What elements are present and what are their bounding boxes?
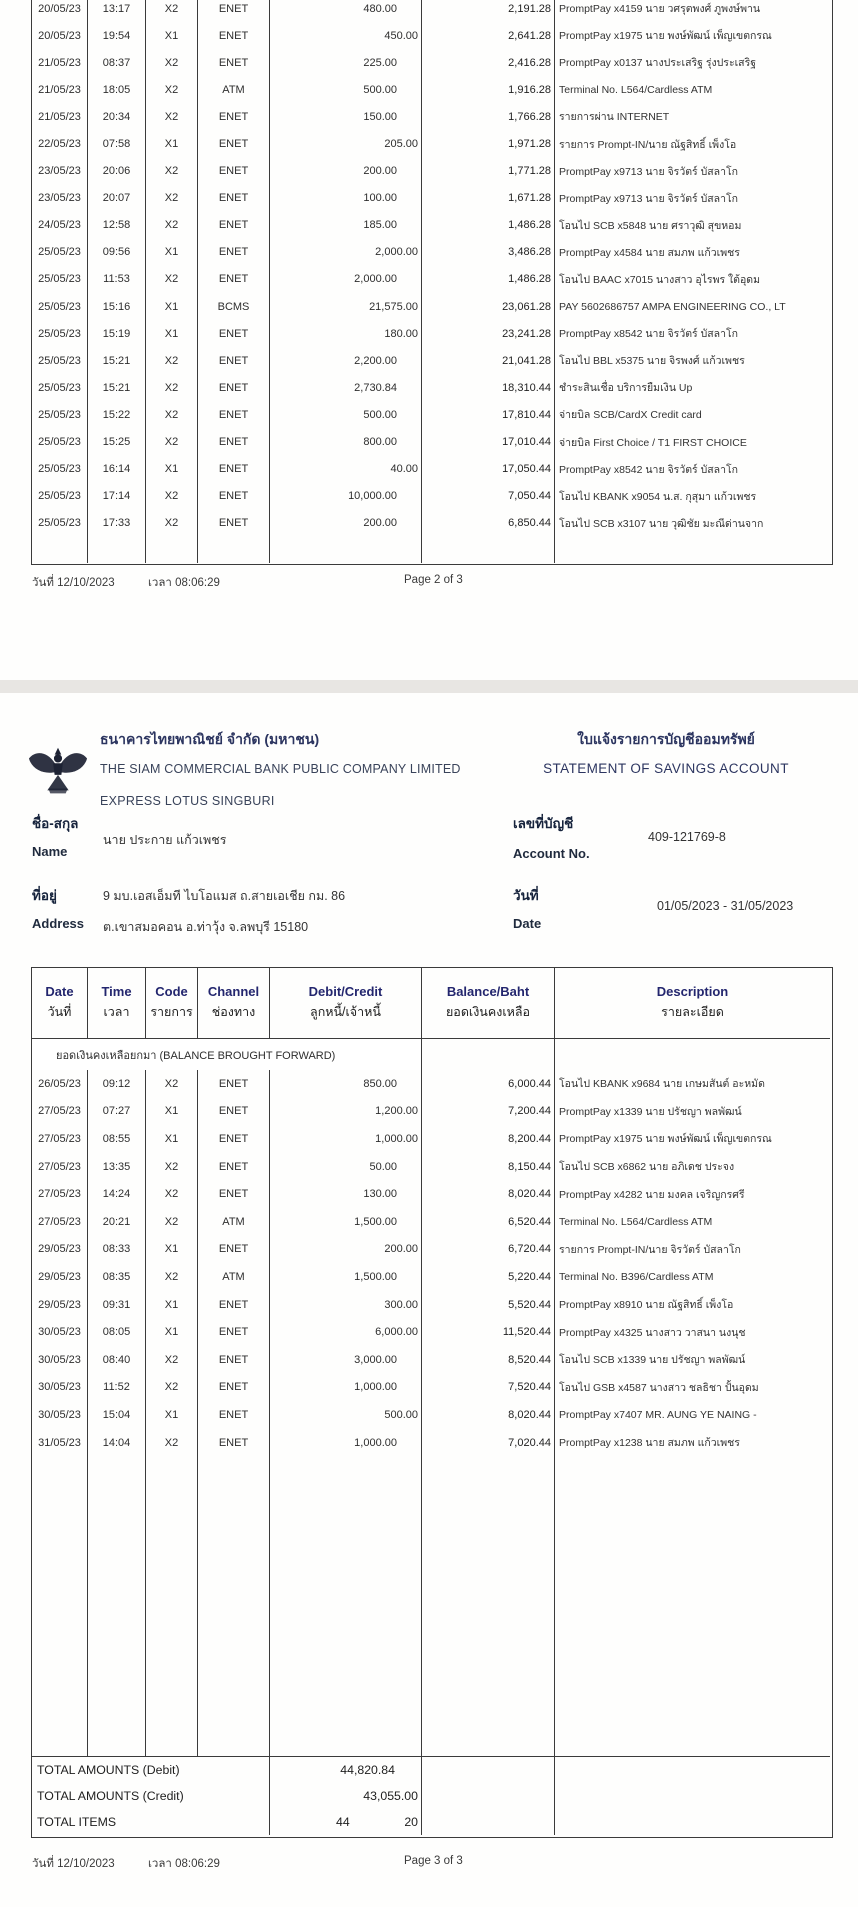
cell-code: X2 <box>146 158 198 185</box>
cell-balance: 8,020.44 <box>422 1180 555 1208</box>
cell-balance: 17,010.44 <box>422 429 555 456</box>
cell-description: PromptPay x8542 นาย จิรวัตร์ บัสลาโก <box>559 463 738 476</box>
cell-channel: ENET <box>198 239 270 266</box>
cell-debit-credit: 200.00 <box>270 510 422 537</box>
cell-balance: 2,191.28 <box>422 0 555 22</box>
cell-description: PromptPay x9713 นาย จิรวัตร์ บัสลาโก <box>559 192 738 205</box>
cell-code: X2 <box>146 1070 198 1098</box>
cell-code: X1 <box>146 239 198 266</box>
cell-channel: ENET <box>198 1125 270 1153</box>
total-debit-amount: 44,820.84 <box>270 1756 422 1782</box>
cell-balance: 8,020.44 <box>422 1401 555 1429</box>
cell-channel: ENET <box>198 1153 270 1181</box>
cell-channel: ENET <box>198 212 270 239</box>
cell-code: X1 <box>146 320 198 347</box>
cell-date: 25/05/23 <box>32 239 88 266</box>
cell-code: X1 <box>146 130 198 157</box>
balance-brought-forward: ยอดเงินคงเหลือยกมา (BALANCE BROUGHT FORWARD) <box>32 1039 422 1070</box>
cell-time: 15:16 <box>88 293 146 320</box>
cell-debit-credit: 185.00 <box>270 212 422 239</box>
cell-date: 29/05/23 <box>32 1263 88 1291</box>
address-label-en: Address <box>32 916 85 931</box>
col-header-description: Description รายละเอียด <box>555 968 830 1039</box>
cell-code: X2 <box>146 103 198 130</box>
statement-title-en: STATEMENT OF SAVINGS ACCOUNT <box>543 761 789 776</box>
cell-date: 30/05/23 <box>32 1374 88 1402</box>
page3-print-time: เวลา 08:06:29 <box>148 1858 220 1870</box>
cell-date: 27/05/23 <box>32 1208 88 1236</box>
page2-transactions-table <box>31 0 833 565</box>
cell-debit-credit: 200.00 <box>270 1236 422 1264</box>
cell-date: 25/05/23 <box>32 347 88 374</box>
cell-date: 25/05/23 <box>32 429 88 456</box>
total-items-credit-count: 20 <box>404 1814 418 1829</box>
total-items-debit-count: 44 <box>336 1814 350 1829</box>
cell-debit-credit: 10,000.00 <box>270 483 422 510</box>
cell-date: 27/05/23 <box>32 1125 88 1153</box>
cell-code: X2 <box>146 429 198 456</box>
cell-description: PromptPay x8542 นาย จิรวัตร์ บัสลาโก <box>559 328 738 341</box>
col-header-balance: Balance/Baht ยอดเงินคงเหลือ <box>422 968 555 1039</box>
bank-branch: EXPRESS LOTUS SINGBURI <box>100 794 275 808</box>
cell-time: 18:05 <box>88 76 146 103</box>
cell-date: 29/05/23 <box>32 1236 88 1264</box>
page2-print-time <box>148 574 220 590</box>
cell-balance: 1,486.28 <box>422 266 555 293</box>
cell-code: X2 <box>146 483 198 510</box>
print-date-label: วันที่ <box>32 577 54 589</box>
cell-debit-credit: 1,000.00 <box>270 1429 422 1457</box>
cell-channel: ATM <box>198 1263 270 1291</box>
cell-date: 25/05/23 <box>32 483 88 510</box>
cell-balance: 5,220.44 <box>422 1263 555 1291</box>
print-time-label: เวลา <box>148 577 172 589</box>
cell-description: โอนไป SCB x5848 นาย ศราวุฒิ สุขหอม <box>559 219 742 232</box>
cell-date: 26/05/23 <box>32 1070 88 1098</box>
cell-description: จ่ายบิล SCB/CardX Credit card <box>559 409 702 422</box>
cell-date: 21/05/23 <box>32 103 88 130</box>
total-credit-label: TOTAL AMOUNTS (Credit) <box>32 1783 270 1809</box>
cell-balance: 21,041.28 <box>422 347 555 374</box>
cell-time: 20:34 <box>88 103 146 130</box>
cell-date: 25/05/23 <box>32 456 88 483</box>
cell-debit-credit: 150.00 <box>270 103 422 130</box>
cell-debit-credit: 2,200.00 <box>270 347 422 374</box>
cell-channel: ENET <box>198 158 270 185</box>
cell-channel: ENET <box>198 347 270 374</box>
cell-code: X2 <box>146 1263 198 1291</box>
cell-code: X2 <box>146 1346 198 1374</box>
cell-channel: ENET <box>198 0 270 22</box>
cell-time: 11:53 <box>88 266 146 293</box>
cell-balance: 5,520.44 <box>422 1291 555 1319</box>
cell-debit-credit: 1,500.00 <box>270 1208 422 1236</box>
cell-code: X1 <box>146 1125 198 1153</box>
cell-code: X2 <box>146 49 198 76</box>
cell-date: 29/05/23 <box>32 1291 88 1319</box>
cell-channel: ENET <box>198 1291 270 1319</box>
cell-debit-credit: 3,000.00 <box>270 1346 422 1374</box>
cell-code: X1 <box>146 456 198 483</box>
cell-description: โอนไป BBL x5375 นาย จิรพงศ์ แก้วเพชร <box>559 355 745 368</box>
cell-channel: ENET <box>198 130 270 157</box>
cell-balance: 3,486.28 <box>422 239 555 266</box>
cell-balance: 6,850.44 <box>422 510 555 537</box>
cell-description: PromptPay x1339 นาย ปรัชญา พลพัฒน์ <box>559 1105 742 1118</box>
col-header-time: Time เวลา <box>88 968 146 1039</box>
cell-debit-credit: 480.00 <box>270 0 422 22</box>
cell-time: 08:05 <box>88 1318 146 1346</box>
cell-time: 15:21 <box>88 347 146 374</box>
cell-code: X2 <box>146 401 198 428</box>
cell-date: 25/05/23 <box>32 293 88 320</box>
cell-code: X2 <box>146 1208 198 1236</box>
cell-time: 19:54 <box>88 22 146 49</box>
cell-channel: ENET <box>198 103 270 130</box>
cell-time: 15:21 <box>88 374 146 401</box>
cell-debit-credit: 100.00 <box>270 185 422 212</box>
page3-page-number: Page 3 of 3 <box>404 1855 463 1867</box>
cell-time: 11:52 <box>88 1374 146 1402</box>
total-debit-label: TOTAL AMOUNTS (Debit) <box>32 1756 270 1782</box>
cell-time: 08:37 <box>88 49 146 76</box>
cell-date: 30/05/23 <box>32 1401 88 1429</box>
cell-time: 17:33 <box>88 510 146 537</box>
cell-date: 25/05/23 <box>32 266 88 293</box>
cell-channel: ENET <box>198 1318 270 1346</box>
cell-time: 15:19 <box>88 320 146 347</box>
cell-date: 21/05/23 <box>32 76 88 103</box>
cell-debit-credit: 50.00 <box>270 1153 422 1181</box>
cell-balance: 2,641.28 <box>422 22 555 49</box>
cell-time: 13:17 <box>88 0 146 22</box>
name-label-th: ชื่อ-สกุล <box>32 816 79 831</box>
cell-description: โอนไป SCB x6862 นาย อภิเดช ประจง <box>559 1161 735 1174</box>
cell-balance: 18,310.44 <box>422 374 555 401</box>
cell-debit-credit: 500.00 <box>270 401 422 428</box>
cell-debit-credit: 500.00 <box>270 76 422 103</box>
cell-balance: 1,766.28 <box>422 103 555 130</box>
print-date-value: 12/10/2023 <box>57 577 115 589</box>
cell-time: 15:25 <box>88 429 146 456</box>
cell-description: Terminal No. L564/Cardless ATM <box>559 1215 713 1228</box>
page2-print-date <box>32 574 115 590</box>
cell-time: 15:22 <box>88 401 146 428</box>
cell-debit-credit: 500.00 <box>270 1401 422 1429</box>
cell-debit-credit: 450.00 <box>270 22 422 49</box>
cell-code: X2 <box>146 185 198 212</box>
cell-channel: ENET <box>198 483 270 510</box>
cell-time: 09:56 <box>88 239 146 266</box>
col-header-code: Code รายการ <box>146 968 198 1039</box>
cell-channel: ENET <box>198 1401 270 1429</box>
cell-balance: 23,061.28 <box>422 293 555 320</box>
cell-time: 20:07 <box>88 185 146 212</box>
address-line2: ต.เขาสมอคอน อ.ท่าวุ้ง จ.ลพบุรี 15180 <box>103 920 309 934</box>
cell-date: 25/05/23 <box>32 374 88 401</box>
cell-description: PromptPay x4325 นางสาว วาสนา นงนุช <box>559 1326 746 1339</box>
cell-time: 08:33 <box>88 1236 146 1264</box>
cell-channel: ENET <box>198 1346 270 1374</box>
cell-date: 27/05/23 <box>32 1098 88 1126</box>
cell-description: PromptPay x8910 นาย ณัฐสิทธิ์ เพ็งโอ <box>559 1299 734 1312</box>
cell-channel: ENET <box>198 185 270 212</box>
cell-date: 22/05/23 <box>32 130 88 157</box>
cell-debit-credit: 40.00 <box>270 456 422 483</box>
cell-channel: ENET <box>198 22 270 49</box>
cell-description: โอนไป SCB x1339 นาย ปรัชญา พลพัฒน์ <box>559 1354 746 1367</box>
cell-balance: 11,520.44 <box>422 1318 555 1346</box>
cell-balance: 8,200.44 <box>422 1125 555 1153</box>
cell-balance: 7,020.44 <box>422 1429 555 1457</box>
cell-channel: ENET <box>198 49 270 76</box>
cell-time: 17:14 <box>88 483 146 510</box>
cell-debit-credit: 2,000.00 <box>270 266 422 293</box>
cell-channel: ENET <box>198 429 270 456</box>
cell-code: X1 <box>146 1236 198 1264</box>
cell-description: PromptPay x0137 นางประเสริฐ รุ่งประเสริฐ <box>559 57 757 70</box>
cell-debit-credit: 6,000.00 <box>270 1318 422 1346</box>
table-filler <box>32 1456 88 1756</box>
cell-date: 23/05/23 <box>32 185 88 212</box>
cell-description: PromptPay x1238 นาย สมภพ แก้วเพชร <box>559 1437 740 1450</box>
cell-code: X2 <box>146 1153 198 1181</box>
cell-balance: 23,241.28 <box>422 320 555 347</box>
cell-code: X2 <box>146 1374 198 1402</box>
cell-debit-credit: 180.00 <box>270 320 422 347</box>
statement-date-range: 01/05/2023 - 31/05/2023 <box>657 899 794 913</box>
cell-description: PAY 5602686757 AMPA ENGINEERING CO., LT <box>559 300 786 313</box>
cell-date: 20/05/23 <box>32 0 88 22</box>
cell-time: 16:14 <box>88 456 146 483</box>
cell-time: 09:12 <box>88 1070 146 1098</box>
cell-debit-credit: 2,000.00 <box>270 239 422 266</box>
cell-time: 20:06 <box>88 158 146 185</box>
cell-description: โอนไป SCB x3107 นาย วุฒิชัย มะณีด่านจาก <box>559 517 764 530</box>
total-items-counts <box>270 1809 422 1835</box>
total-credit-amount: 43,055.00 <box>270 1783 422 1809</box>
cell-debit-credit: 1,200.00 <box>270 1098 422 1126</box>
cell-code: X2 <box>146 347 198 374</box>
bank-name-en: THE SIAM COMMERCIAL BANK PUBLIC COMPANY LIMITED <box>100 762 461 776</box>
cell-channel: ENET <box>198 1070 270 1098</box>
cell-description: PromptPay x4282 นาย มงคล เจริญกรศรี <box>559 1188 745 1201</box>
cell-debit-credit: 2,730.84 <box>270 374 422 401</box>
account-no-label-th: เลขที่บัญชี <box>513 816 574 831</box>
cell-time: 07:27 <box>88 1098 146 1126</box>
cell-code: X2 <box>146 510 198 537</box>
cell-time: 08:55 <box>88 1125 146 1153</box>
cell-debit-credit: 1,000.00 <box>270 1374 422 1402</box>
cell-date: 23/05/23 <box>32 158 88 185</box>
cell-channel: ENET <box>198 1180 270 1208</box>
cell-debit-credit: 800.00 <box>270 429 422 456</box>
cell-channel: ENET <box>198 374 270 401</box>
address-line1: 9 มบ.เอสเอ็มที ไบโอแมส ถ.สายเอเชีย กม. 86 <box>103 889 346 903</box>
cell-channel: ENET <box>198 1236 270 1264</box>
cell-date: 25/05/23 <box>32 401 88 428</box>
cell-time: 15:04 <box>88 1401 146 1429</box>
cell-code: X2 <box>146 1429 198 1457</box>
page2-table-body <box>32 0 830 563</box>
cell-code: X2 <box>146 374 198 401</box>
cell-channel: ENET <box>198 320 270 347</box>
cell-channel: ENET <box>198 1429 270 1457</box>
col-header-channel: Channel ช่องทาง <box>198 968 270 1039</box>
address-label-th: ที่อยู่ <box>32 888 57 903</box>
cell-description: โอนไป KBANK x9054 น.ส. กุสุมา แก้วเพชร <box>559 490 757 503</box>
cell-balance: 8,520.44 <box>422 1346 555 1374</box>
cell-description: Terminal No. L564/Cardless ATM <box>559 83 713 96</box>
cell-time: 07:58 <box>88 130 146 157</box>
cell-balance: 1,486.28 <box>422 212 555 239</box>
date-label-en: Date <box>513 916 542 931</box>
col-header-debit-credit: Debit/Credit ลูกหนี้/เจ้าหนี้ <box>270 968 422 1039</box>
cell-channel: ENET <box>198 401 270 428</box>
cell-balance: 1,916.28 <box>422 76 555 103</box>
cell-channel: ATM <box>198 1208 270 1236</box>
cell-time: 20:21 <box>88 1208 146 1236</box>
cell-date: 30/05/23 <box>32 1318 88 1346</box>
cell-balance: 17,050.44 <box>422 456 555 483</box>
cell-code: X2 <box>146 212 198 239</box>
page3-table-body <box>32 968 830 1835</box>
cell-debit-credit: 205.00 <box>270 130 422 157</box>
cell-date: 24/05/23 <box>32 212 88 239</box>
cell-date: 20/05/23 <box>32 22 88 49</box>
cell-debit-credit: 850.00 <box>270 1070 422 1098</box>
cell-channel: ENET <box>198 266 270 293</box>
page3-print-date: วันที่ 12/10/2023 <box>32 1858 115 1870</box>
account-holder-name: นาย ประกาย แก้วเพชร <box>103 833 227 847</box>
cell-balance: 8,150.44 <box>422 1153 555 1181</box>
cell-channel: ATM <box>198 76 270 103</box>
cell-date: 27/05/23 <box>32 1153 88 1181</box>
cell-date: 25/05/23 <box>32 510 88 537</box>
cell-debit-credit: 200.00 <box>270 158 422 185</box>
cell-description: โอนไป BAAC x7015 นางสาว อุไรพร ใต้อุดม <box>559 273 761 286</box>
cell-description: รายการ Prompt-IN/นาย ณัฐสิทธิ์ เพ็งโอ <box>559 138 737 151</box>
cell-description: Terminal No. B396/Cardless ATM <box>559 1270 714 1283</box>
cell-code: X2 <box>146 0 198 22</box>
cell-time: 09:31 <box>88 1291 146 1319</box>
cell-time: 08:35 <box>88 1263 146 1291</box>
cell-description: PromptPay x4584 นาย สมภพ แก้วเพชร <box>559 246 740 259</box>
cell-description: PromptPay x4159 นาย วศรุตพงศ์ ภูพงษ์พาน <box>559 3 761 16</box>
cell-balance: 1,671.28 <box>422 185 555 212</box>
cell-code: X1 <box>146 1291 198 1319</box>
cell-description: ชำระสินเชื่อ บริการยืมเงิน Up <box>559 382 693 395</box>
account-number: 409-121769-8 <box>648 830 726 844</box>
cell-balance: 7,200.44 <box>422 1098 555 1126</box>
cell-code: X2 <box>146 1180 198 1208</box>
cell-balance: 7,050.44 <box>422 483 555 510</box>
cell-code: X1 <box>146 1098 198 1126</box>
cell-date: 31/05/23 <box>32 1429 88 1457</box>
cell-debit-credit: 130.00 <box>270 1180 422 1208</box>
cell-balance: 6,720.44 <box>422 1236 555 1264</box>
cell-date: 21/05/23 <box>32 49 88 76</box>
cell-description: PromptPay x7407 MR. AUNG YE NAING - <box>559 1408 757 1421</box>
cell-date: 30/05/23 <box>32 1346 88 1374</box>
cell-balance: 2,416.28 <box>422 49 555 76</box>
cell-date: 27/05/23 <box>32 1180 88 1208</box>
cell-channel: ENET <box>198 456 270 483</box>
cell-code: X1 <box>146 293 198 320</box>
cell-description: โอนไป GSB x4587 นางสาว ชลธิชา ปั้นอุดม <box>559 1381 759 1394</box>
cell-description: PromptPay x1975 นาย พงษ์พัฒน์ เพ็ญเขตกรณ <box>559 30 772 43</box>
cell-balance: 17,810.44 <box>422 401 555 428</box>
cell-code: X2 <box>146 76 198 103</box>
cell-description: รายการผ่าน INTERNET <box>559 111 670 124</box>
cell-balance: 6,520.44 <box>422 1208 555 1236</box>
cell-time: 14:24 <box>88 1180 146 1208</box>
cell-debit-credit: 225.00 <box>270 49 422 76</box>
bank-name-th: ธนาคารไทยพาณิชย์ จำกัด (มหาชน) <box>100 731 320 747</box>
total-items-label: TOTAL ITEMS <box>32 1809 270 1835</box>
cell-channel: ENET <box>198 1098 270 1126</box>
cell-debit-credit: 1,500.00 <box>270 1263 422 1291</box>
scb-garuda-logo <box>27 745 89 799</box>
cell-code: X1 <box>146 22 198 49</box>
cell-code: X1 <box>146 1318 198 1346</box>
print-time-value: 08:06:29 <box>175 577 220 589</box>
cell-description: PromptPay x1975 นาย พงษ์พัฒน์ เพ็ญเขตกรณ <box>559 1133 772 1146</box>
cell-channel: ENET <box>198 510 270 537</box>
cell-time: 08:40 <box>88 1346 146 1374</box>
cell-debit-credit: 21,575.00 <box>270 293 422 320</box>
table-filler <box>32 537 88 563</box>
cell-balance: 6,000.44 <box>422 1070 555 1098</box>
date-label-th: วันที่ <box>513 888 539 903</box>
col-header-date: Date วันที่ <box>32 968 88 1039</box>
cell-date: 25/05/23 <box>32 320 88 347</box>
account-no-label-en: Account No. <box>513 846 590 861</box>
cell-time: 13:35 <box>88 1153 146 1181</box>
cell-debit-credit: 300.00 <box>270 1291 422 1319</box>
cell-code: X2 <box>146 266 198 293</box>
page2-page-number: Page 2 of 3 <box>404 574 463 586</box>
cell-time: 12:58 <box>88 212 146 239</box>
statement-title-th: ใบแจ้งรายการบัญชีออมทรัพย์ <box>577 731 755 747</box>
name-label-en: Name <box>32 844 68 859</box>
cell-time: 14:04 <box>88 1429 146 1457</box>
cell-description: PromptPay x9713 นาย จิรวัตร์ บัสลาโก <box>559 165 738 178</box>
page3-transactions-table <box>31 967 833 1838</box>
cell-channel: ENET <box>198 1374 270 1402</box>
cell-balance: 1,971.28 <box>422 130 555 157</box>
cell-description: โอนไป KBANK x9684 นาย เกษมสันต์ อะหมัด <box>559 1078 765 1091</box>
page-separator <box>0 680 858 693</box>
cell-channel: BCMS <box>198 293 270 320</box>
cell-balance: 7,520.44 <box>422 1374 555 1402</box>
cell-balance: 1,771.28 <box>422 158 555 185</box>
cell-debit-credit: 1,000.00 <box>270 1125 422 1153</box>
cell-description: จ่ายบิล First Choice / T1 FIRST CHOICE <box>559 436 747 449</box>
cell-code: X1 <box>146 1401 198 1429</box>
cell-description: รายการ Prompt-IN/นาย จิรวัตร์ บัสลาโก <box>559 1243 741 1256</box>
